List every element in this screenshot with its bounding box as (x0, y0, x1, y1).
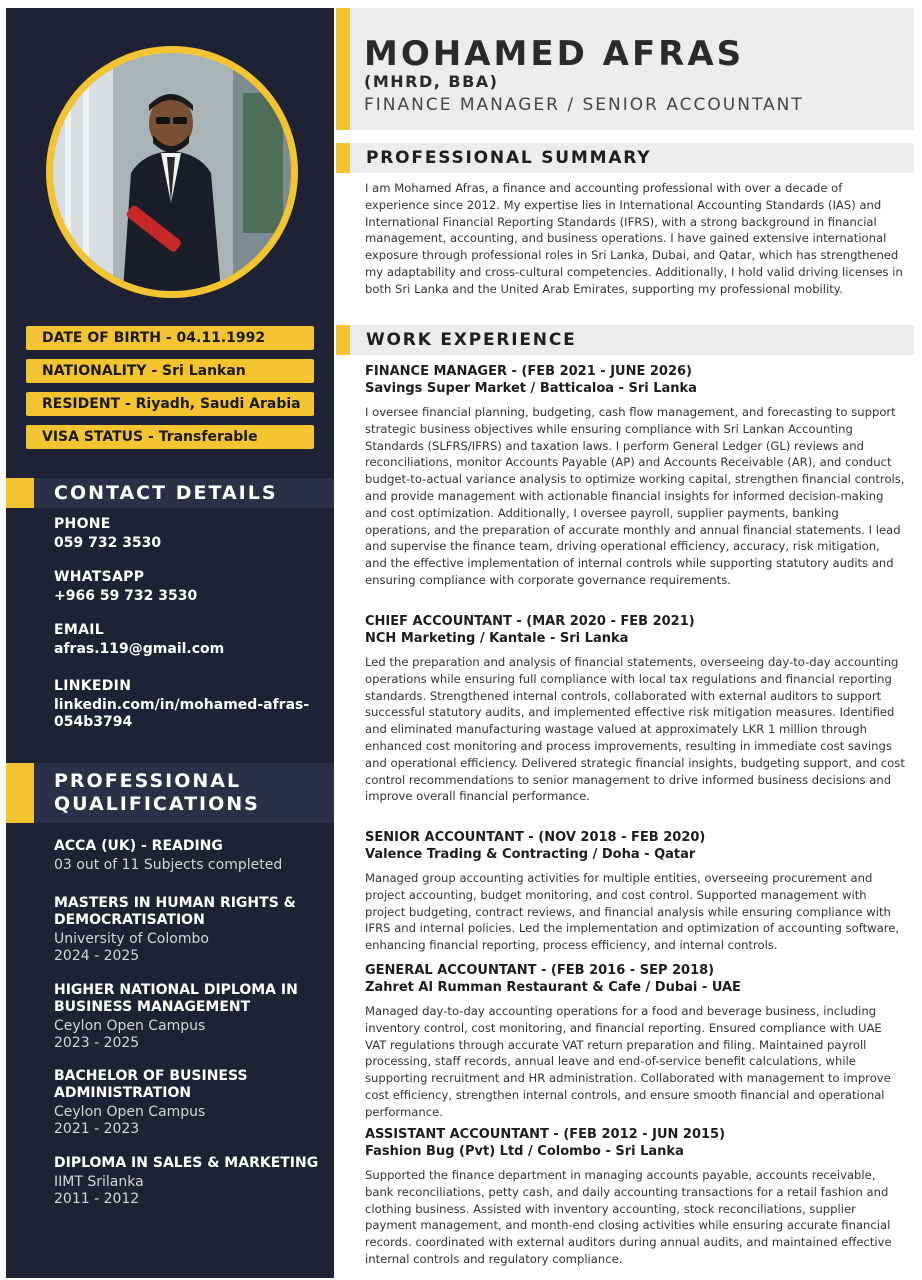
person-portrait-icon (53, 53, 291, 291)
qualifications-heading: PROFESSIONAL QUALIFICATIONS (6, 763, 334, 823)
phone-number[interactable]: 059 732 3530 (54, 535, 162, 551)
job-company: NCH Marketing / Kantale - Sri Lanka (365, 631, 629, 646)
contact-linkedin: LINKEDIN linkedin.com/in/mohamed-afras-054b3794 (54, 678, 316, 731)
profile-photo (53, 53, 291, 291)
heading-accent-bar (6, 763, 34, 823)
job-company: Savings Super Market / Batticaloa - Sri Lanka (365, 381, 697, 396)
contact-whatsapp: WHATSAPP +966 59 732 3530 (54, 569, 324, 605)
qualification-item: HIGHER NATIONAL DIPLOMA IN BUSINESS MANAGEMENT Ceylon Open Campus 2023 - 2025 (54, 982, 298, 1051)
candidate-job-title: FINANCE MANAGER / SENIOR ACCOUNTANT (364, 95, 804, 115)
qualification-item: MASTERS IN HUMAN RIGHTS & DEMOCRATISATION University of Colombo 2024 - 2025 (54, 895, 296, 964)
candidate-credentials: (MHRD, BBA) (364, 72, 499, 91)
job-entry (365, 829, 905, 954)
date-of-birth-tag: DATE OF BIRTH - 04.11.1992 (26, 326, 314, 350)
job-description: Managed group accounting activities for multiple entities, overseeing procurement and project accounting, budget monitoring, and cost control. Supported management with project budgeting, contract reviews, and financial analysis while ensuring compliance with IFRS and internal policies. Led the implementation and optimization of accounting software, enhancing financial reporting, process efficiency, and internal controls. (365, 871, 900, 953)
job-company: Zahret Al Rumman Restaurant & Cafe / Dubai - UAE (365, 980, 741, 995)
job-entry (365, 962, 905, 1121)
qualification-item: DIPLOMA IN SALES & MARKETING IIMT Srilanka 2011 - 2012 (54, 1155, 319, 1207)
contact-phone: PHONE 059 732 3530 (54, 516, 324, 552)
heading-accent-bar (336, 325, 350, 355)
job-description: Managed day-to-day accounting operations for a food and beverage business, including inventory control, cost monitoring, and financial reporting. Ensured compliance with UAE VAT regulations through accurate VAT return preparation and filing. Maintained payroll processing, staff records, annual leave and end-of-service benefit calculations, while supporting recruitment and HR administration. Collaborated with management to improve cost efficiency, strengthen internal controls, and ensure smooth financial and operational performance. (365, 1004, 891, 1119)
job-entry (365, 363, 905, 589)
contact-details-heading: CONTACT DETAILS (6, 478, 334, 508)
heading-accent-bar (336, 143, 350, 173)
candidate-name: MOHAMED AFRAS (364, 34, 745, 74)
job-role: ASSISTANT ACCOUNTANT - (FEB 2012 - JUN 2015) (365, 1127, 726, 1142)
heading-accent-bar (6, 478, 34, 508)
job-description: Led the preparation and analysis of financial statements, overseeing day-to-day accounting operations while ensuring full compliance with local tax regulations and financial reporting standards. Strengthened internal controls, collaborated with external auditors to support successful statutory audits, and implemented effective risk mitigation measures. Identified and eliminated manufacturing wastage valued at approximately LKR 1 million through enhanced cost monitoring and process improvements, resulting in immediate cost savings and operational efficiency. Delivered strategic financial insights, budgeting support, and cost control recommendations to senior management to drive informed business decisions and improve overall financial performance. (365, 655, 905, 804)
resident-tag: RESIDENT - Riyadh, Saudi Arabia (26, 392, 314, 416)
qualification-item: ACCA (UK) - READING 03 out of 11 Subjects completed (54, 838, 283, 873)
nationality-tag: NATIONALITY - Sri Lankan (26, 359, 314, 383)
contact-email: EMAIL afras.119@gmail.com (54, 622, 324, 658)
whatsapp-number[interactable]: +966 59 732 3530 (54, 588, 198, 604)
job-company: Valence Trading & Contracting / Doha - Qatar (365, 847, 696, 862)
sidebar (6, 8, 334, 1278)
work-experience-heading: WORK EXPERIENCE (336, 325, 914, 355)
job-description: I oversee financial planning, budgeting, cash flow management, and forecasting to support strategic business objectives while ensuring compliance with Sri Lankan Accounting Standards (SLFRS/IFRS) and taxation laws. I perform General Ledger (GL) reviews and reconciliations, monitor Accounts Payable (AP) and Accounts Receivable (AR), and conduct budget-to-actual variance analysis to optimize working capital, strengthen financial controls, and provide management with actionable financial insights for informed decision-making and cost optimization. Additionally, I oversee payroll, supplier payments, banking operations, and the preparation of accurate monthly and annual financial statements. I lead and supervise the finance team, driving operational efficiency, accuracy, risk mitigation, and the effective implementation of internal controls while supporting statutory audits and ensuring compliance with corporate governance requirements. (365, 405, 905, 587)
qualification-item: BACHELOR OF BUSINESS ADMINISTRATION Ceylon Open Campus 2021 - 2023 (54, 1068, 248, 1137)
visa-status-tag: VISA STATUS - Transferable (26, 425, 314, 449)
professional-summary-text: I am Mohamed Afras, a finance and accounting professional with over a decade of experience since 2012. My expertise lies in International Accounting Standards (IAS) and International Financial Reporting Standards (IFRS), with a strong background in financial management, accounting, and business operations. I have gained extensive international exposure through professional roles in Sri Lanka, Dubai, and Qatar, which has strengthened my adaptability and cross-cultural competencies. Additionally, I hold valid driving licenses in both Sri Lanka and the United Arab Emirates, supporting my professional mobility. (365, 181, 903, 296)
job-role: SENIOR ACCOUNTANT - (NOV 2018 - FEB 2020) (365, 830, 706, 845)
job-role: FINANCE MANAGER - (FEB 2021 - JUNE 2026) (365, 364, 692, 379)
header-accent-bar (336, 8, 350, 130)
professional-summary-heading: PROFESSIONAL SUMMARY (336, 143, 914, 173)
personal-info (26, 326, 314, 458)
job-company: Fashion Bug (Pvt) Ltd / Colombo - Sri Lanka (365, 1144, 684, 1159)
job-role: CHIEF ACCOUNTANT - (MAR 2020 - FEB 2021) (365, 614, 695, 629)
email-link[interactable]: afras.119@gmail.com (54, 641, 225, 657)
job-entry (365, 1126, 905, 1268)
job-entry (365, 613, 905, 805)
resume-header (336, 8, 914, 130)
linkedin-link[interactable]: linkedin.com/in/mohamed-afras-054b3794 (54, 697, 310, 730)
profile-photo-frame (46, 46, 298, 298)
job-description: Supported the finance department in managing accounts payable, accounts receivable, bank reconciliations, petty cash, and daily accounting transactions for a retail fashion and clothing business. Assisted with inventory accounting, stock reconciliations, supplier payment management, and month-end closing activities while ensuring accurate financial records. coordinated with external auditors during annual audits, and maintained effective internal controls and regulatory compliance. (365, 1168, 892, 1266)
job-role: GENERAL ACCOUNTANT - (FEB 2016 - SEP 2018) (365, 963, 715, 978)
